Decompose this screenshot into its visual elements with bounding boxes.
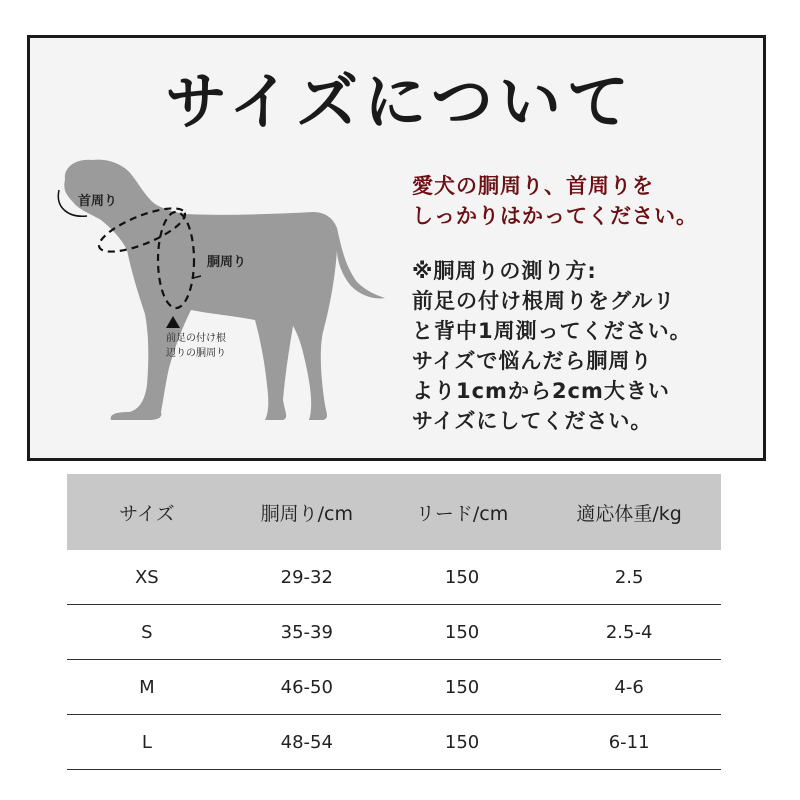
cell-size: S (67, 605, 227, 660)
cell-girth: 29-32 (227, 550, 387, 605)
triangle-marker-icon (166, 316, 180, 328)
size-table (67, 474, 721, 770)
front-leg-note: 前足の付け根 辺りの胴周り (166, 333, 226, 359)
cell-leash: 150 (387, 660, 537, 715)
cell-weight: 2.5 (537, 550, 721, 605)
cell-weight: 6-11 (537, 715, 721, 770)
cell-size: L (67, 715, 227, 770)
page-title: サイズについて (165, 65, 635, 138)
table-row (67, 550, 721, 605)
cell-leash: 150 (387, 550, 537, 605)
cell-weight: 2.5-4 (537, 605, 721, 660)
table-row (67, 715, 721, 770)
cell-girth: 35-39 (227, 605, 387, 660)
cell-leash: 150 (387, 605, 537, 660)
table-header-row (67, 474, 721, 550)
header-girth: 胴周り/cm (227, 474, 387, 550)
cell-leash: 150 (387, 715, 537, 770)
table-row (67, 605, 721, 660)
cell-size: M (67, 660, 227, 715)
neck-label: 首周り (78, 194, 118, 209)
girth-label: 胴周り (207, 255, 247, 270)
emphasis-text: 愛犬の胴周り、首周りを しっかりはかってください。 (412, 174, 698, 228)
table-row (67, 660, 721, 715)
cell-weight: 4-6 (537, 660, 721, 715)
header-leash: リード/cm (387, 474, 537, 550)
cell-size: XS (67, 550, 227, 605)
cell-girth: 48-54 (227, 715, 387, 770)
measurement-instructions: ※胴周りの測り方: 前足の付け根周りをグルリ と背中1周測ってください。 サイズで悩んだら胴周り より1cmから2cm大きい サイズにしてください。 (412, 259, 692, 433)
header-size: サイズ (67, 474, 227, 550)
header-weight: 適応体重/kg (537, 474, 721, 550)
cell-girth: 46-50 (227, 660, 387, 715)
